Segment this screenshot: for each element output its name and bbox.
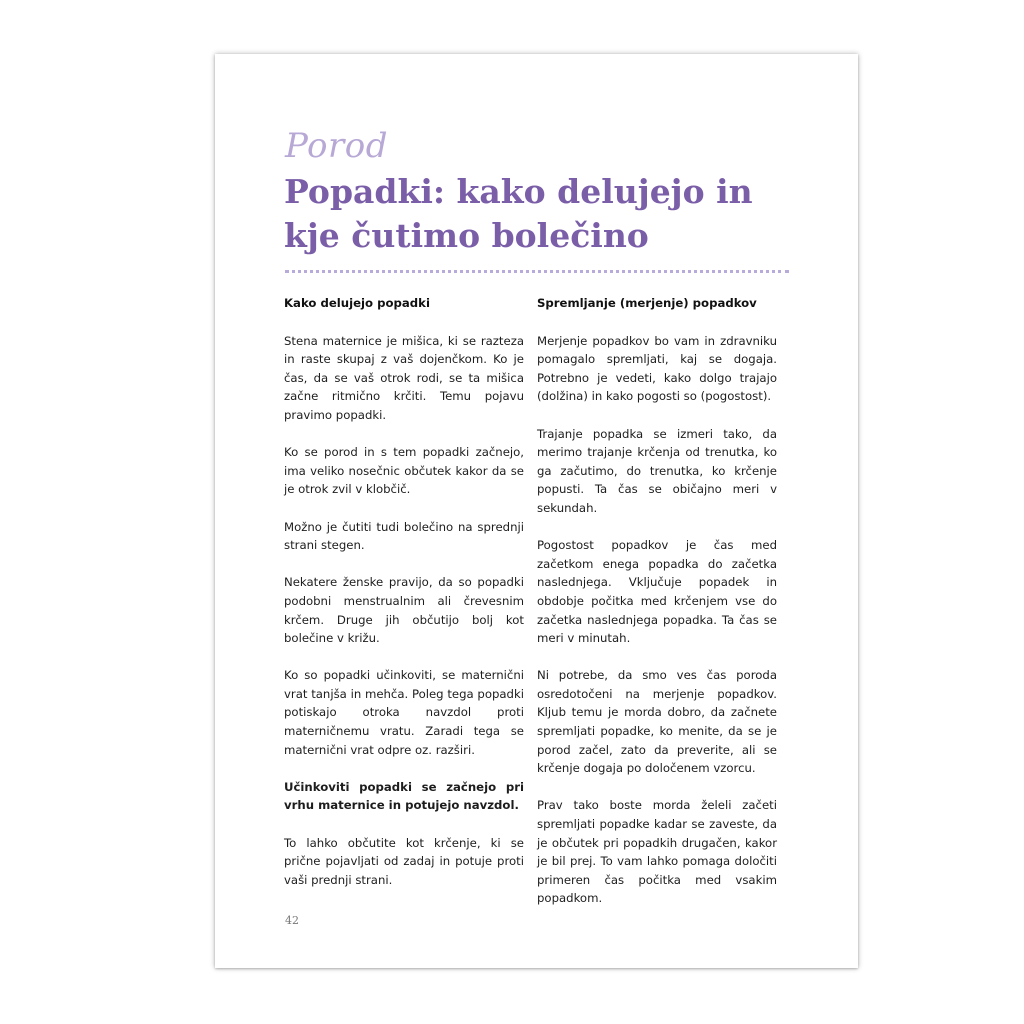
left-paragraph: To lahko občutite kot krčenje, ki se prične pojavljati od zadaj in potuje proti vaši prednji strani.: [284, 835, 524, 887]
right-column: [537, 294, 777, 927]
page-title: [284, 170, 804, 258]
document-page: [215, 54, 858, 968]
right-paragraph: Prav tako boste morda želeli začeti spremljati popadke kadar se zaveste, da je občutek pri popadkih drugačen, kakor je bil prej. To vam lahko pomaga določiti primeren čas počitka med vsakim popadkom.: [537, 798, 777, 906]
right-paragraph: Ni potrebe, da smo ves čas poroda osredotočeni na merjenje popadkov. Kljub temu je morda dobro, da začnete spremljati popadke, ko menite, da se je porod začel, zato da preverite, ali se krčenje dogaja po določenem vzorcu.: [537, 668, 777, 776]
left-paragraph: Možno je čutiti tudi bolečino na sprednji strani stegen.: [284, 519, 524, 553]
right-paragraph: Pogostost popadkov je čas med začetkom enega popadka do začetka naslednjega. Vključuje popadek in obdobje počitka med krčenjem vse do začetka naslednjega popadka. Ta čas se meri v minutah.: [537, 538, 777, 646]
right-paragraph: Merjenje popadkov bo vam in zdravniku pomagalo spremljati, kaj se dogaja. Potrebno je vedeti, kako dolgo trajajo (dolžina) in kako pogosti so (pogostost).: [537, 333, 777, 404]
left-paragraph: Nekatere ženske pravijo, da so popadki podobni menstrualnim ali črevesnim krčem. Druge jih občutijo bolj kot bolečine v križu.: [284, 575, 524, 646]
page-title-line-2: kje čutimo bolečino: [284, 216, 649, 255]
page-number: 42: [285, 914, 299, 927]
right-column-heading: Spremljanje (merjenje) popadkov: [537, 296, 757, 310]
left-paragraph: Ko se porod in s tem popadki začnejo, ima veliko nosečnic občutek kakor da se je otrok zvil v klobčič.: [284, 445, 524, 497]
right-paragraph: Trajanje popadka se izmeri tako, da merimo trajanje krčenja od trenutka, ko ga začutimo, do trenutka, ko krčenje popusti. Ta čas se običajno meri v sekundah.: [537, 426, 777, 515]
left-column: [284, 294, 524, 908]
chapter-kicker: Porod: [285, 126, 388, 166]
left-paragraph: Stena maternice je mišica, ki se razteza in raste skupaj z vaš dojenčkom. Ko je čas, da se vaš otrok rodi, se ta mišica začne ritmično krčiti. Temu pojavu pravimo popadki.: [284, 333, 524, 422]
dotted-divider: [285, 270, 789, 273]
left-paragraph: Ko so popadki učinkoviti, se maternični vrat tanjša in mehča. Poleg tega popadki potiskajo otroka navzdol proti materničnemu vratu. Zaradi tega se maternični vrat odpre oz. razširi.: [284, 668, 524, 757]
left-column-heading: Kako delujejo popadki: [284, 296, 430, 310]
left-paragraph-emphasis: Učinkoviti popadki se začnejo pri vrhu maternice in potujejo navzdol.: [284, 779, 524, 813]
page-title-line-1: Popadki: kako delujejo in: [284, 172, 753, 211]
